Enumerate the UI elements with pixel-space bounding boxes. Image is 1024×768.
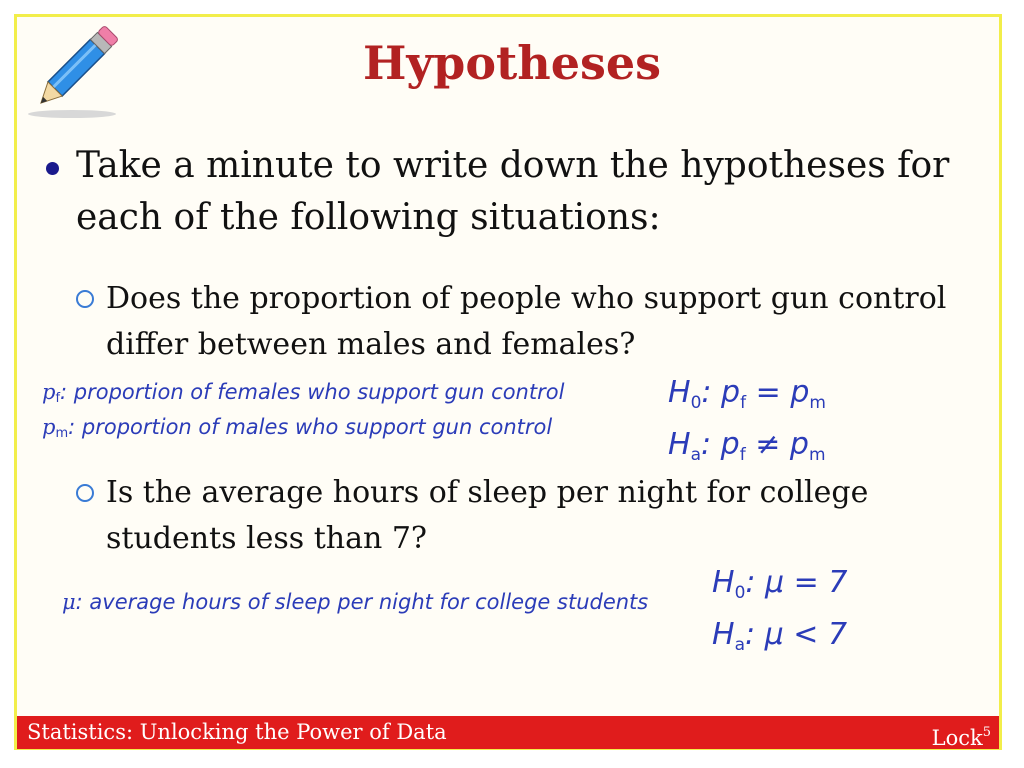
ring-bullet-icon [76,484,94,502]
main-bullet [46,140,976,244]
null-hypothesis: $H_0$: $p_f = p_m$ [668,375,826,413]
situation-1-question: Does the proportion of people who support gun control differ between males and females? [106,281,947,362]
alternative-hypothesis: $H_a$: $p_f \ne p_m$ [668,427,826,465]
definition-line: pm: proportion of males who support gun control [42,415,553,441]
definition-line: μ: average hours of sleep per night for college students [62,590,649,614]
situation-2-question: Is the average hours of sleep per night for college students less than 7? [106,475,869,556]
bullet-dot-icon [46,162,59,175]
situation-2-definitions [62,588,648,623]
null-hypothesis: $H_0$: μ = 7 [712,565,848,603]
situation-1-hypotheses [668,372,826,476]
alternative-hypothesis: $H_a$: μ < 7 [712,617,848,655]
page-title: Hypotheses [362,36,662,90]
situation-2-hypotheses [712,562,847,666]
definition-line: pf: proportion of females who support gun control [42,380,565,406]
footer-title: Statistics: Unlocking the Power of Data [27,720,447,744]
situation-1-definitions [42,378,564,448]
situation-1 [76,276,976,368]
main-bullet-text: Take a minute to write down the hypotheses for each of the following situations: [76,145,950,238]
footer-author: Lock$^5$ [931,725,991,750]
footer-bar [17,716,999,749]
situation-2 [76,470,976,562]
ring-bullet-icon [76,290,94,308]
